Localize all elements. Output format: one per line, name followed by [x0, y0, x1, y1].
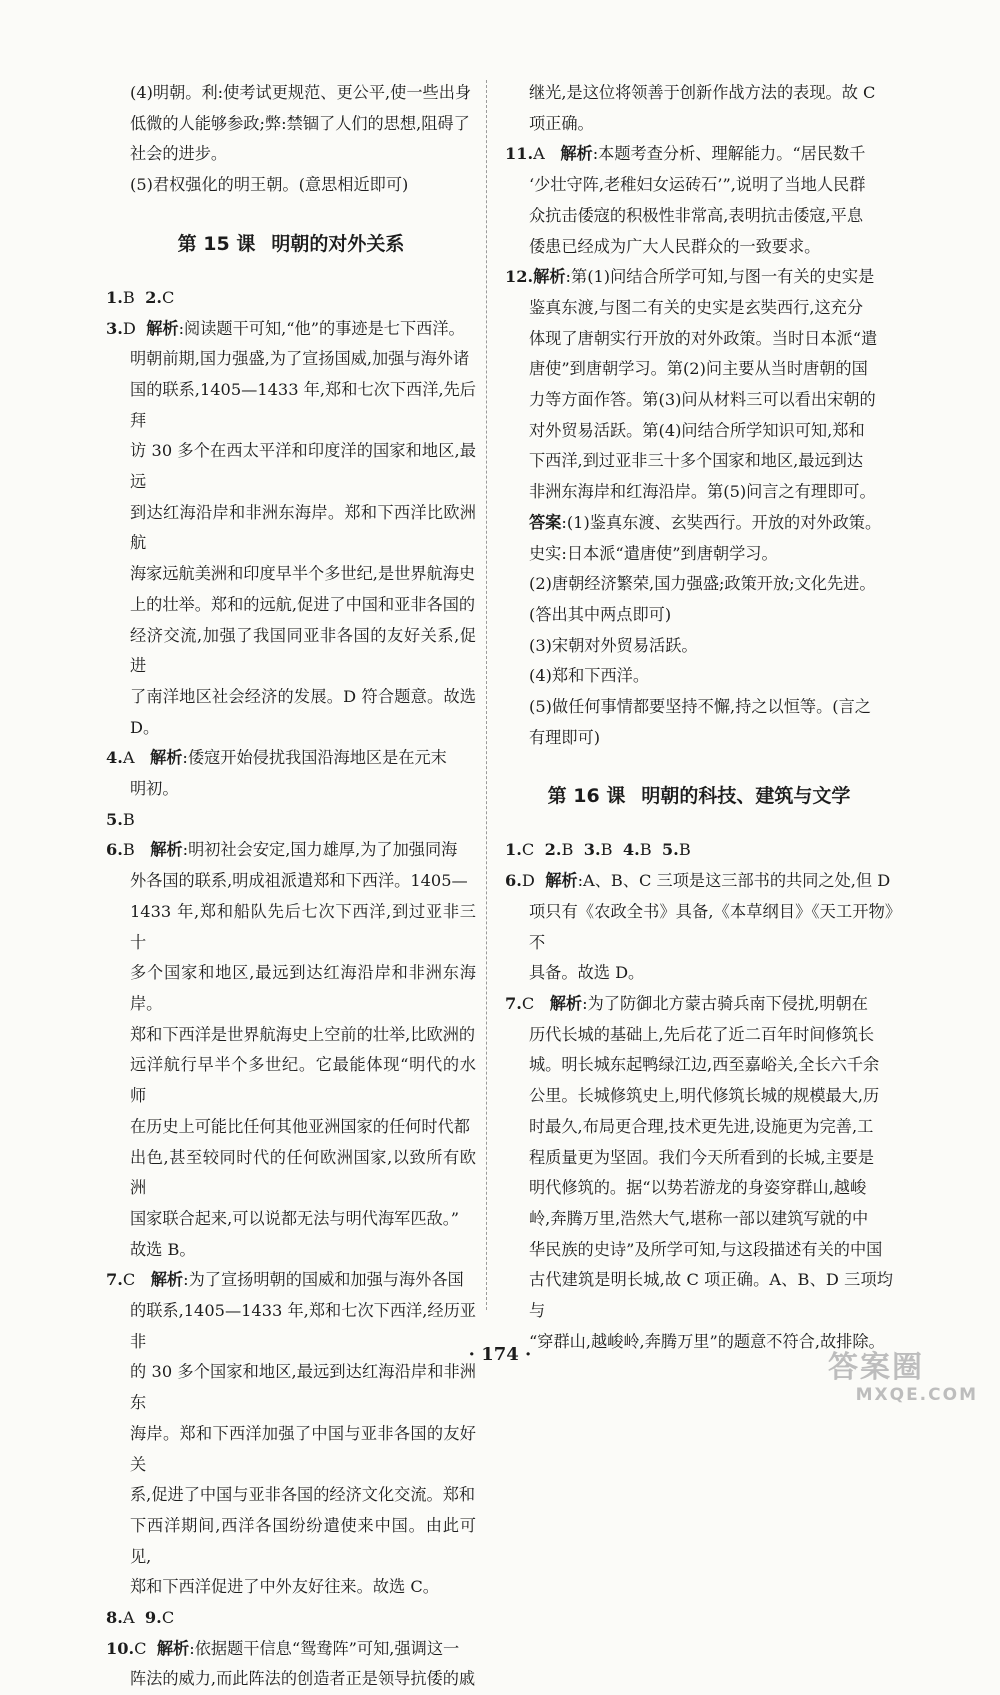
lesson-15-heading — [106, 213, 476, 275]
q3-line: 经济交流,加强了我国同亚非各国的友好关系,促进 — [130, 625, 476, 676]
q12-analysis-label: 解析 — [533, 267, 566, 287]
r-q7-line: 公里。长城修筑史上,明代修筑长城的规模最大,历 — [529, 1086, 880, 1106]
q1-number: 1. — [106, 287, 123, 307]
q12-line: 体现了唐朝实行开放的对外政策。当时日本派“遣 — [529, 328, 878, 348]
lesson-16-label: 第 16 课 — [547, 785, 626, 808]
q3-line: 海家远航美洲和印度早半个多世纪,是世界航海史 — [130, 564, 476, 584]
q6-answer: B — [122, 840, 135, 860]
q11-line-1 — [505, 139, 893, 170]
q10-text: :依据题干信息“鸳鸯阵”可知,强调这一 — [189, 1638, 460, 1658]
q3-line: 了南洋地区社会经济的发展。D 符合题意。故选 D。 — [130, 686, 476, 737]
q12-line: 对外贸易活跃。第(4)问结合所学知识可知,郑和 — [529, 420, 865, 440]
q11-analysis-label: 解析 — [560, 144, 593, 164]
q11-line: 倭患已经成为广大人民群众的一致要求。 — [529, 236, 821, 256]
q2-number: 2. — [145, 287, 163, 307]
q8-number: 8. — [106, 1608, 123, 1628]
answers-8-9 — [106, 1603, 476, 1634]
q12-line-1 — [505, 262, 893, 293]
q12-answer-line-1 — [505, 508, 893, 539]
q12-answer-line: (5)做任何事情都要坚持不懈,持之以恒等。(言之 — [529, 697, 871, 717]
r-q3-answer: B — [600, 840, 613, 860]
r-q1-answer: C — [521, 840, 535, 860]
q9-answer: C — [161, 1608, 175, 1628]
q6-line: 在历史上可能比任何其他亚洲国家的任何时代都 — [130, 1116, 470, 1136]
q12-line: 鉴真东渡,与图二有关的史实是玄奘西行,这充分 — [529, 297, 864, 317]
r-q7-line-1 — [505, 989, 893, 1020]
q3-line-1 — [106, 314, 476, 345]
q7-line: 下西洋期间,西洋各国纷纷遣使来中国。由此可见, — [130, 1515, 476, 1566]
r-q7-line: 历代长城的基础上,先后花了近二百年时间修筑长 — [529, 1024, 875, 1044]
lesson-16-title: 明朝的科技、建筑与文学 — [641, 785, 851, 808]
lesson-15-label: 第 15 课 — [177, 232, 256, 255]
q7-line-1 — [106, 1265, 476, 1296]
r-q6-analysis-label: 解析 — [545, 871, 578, 891]
q4-line: 明初。 — [130, 779, 179, 799]
r-q7-line: 明代修筑的。据“以势若游龙的身姿穿群山,越峻 — [529, 1178, 867, 1198]
q10-line: 阵法的威力,而此阵法的创造者正是领导抗倭的戚 — [130, 1669, 476, 1689]
q11-text: :本题考查分析、理解能力。“居民数千 — [592, 144, 866, 164]
q12-answer-line: (答出其中两点即可) — [529, 604, 672, 624]
r-q7-analysis-label: 解析 — [549, 993, 583, 1013]
r-q7-line: 城。明长城东起鸭绿江边,西至嘉峪关,全长六千余 — [529, 1055, 880, 1075]
r-q7-text: :为了防御北方蒙古骑兵南下侵扰,明朝在 — [582, 993, 868, 1013]
q9-number: 9. — [144, 1608, 162, 1628]
q10-analysis-label: 解析 — [156, 1638, 190, 1658]
r-q6-answer: D — [521, 871, 535, 891]
r-q1-number: 1. — [505, 840, 522, 860]
r-q7-number: 7. — [505, 993, 522, 1013]
watermark-logo — [828, 1351, 978, 1409]
answers-1-5 — [505, 835, 893, 866]
q11-line: ‘少壮守阵,老稚妇女运砖石’”,说明了当地人民群 — [529, 175, 866, 195]
q4-line-1 — [106, 743, 476, 774]
q12-answer-line: (4)郑和下西洋。 — [529, 666, 650, 686]
q12-line: 非洲东海岸和红海沿岸。第(5)问言之有理即可。 — [529, 482, 876, 502]
q7-number: 7. — [106, 1270, 123, 1290]
left-top-line-3: 社会的进步。 — [130, 144, 228, 164]
q12-answer-label: 答案 — [529, 512, 562, 532]
q3-line: 上的壮举。郑和的远航,促进了中国和亚非各国的 — [130, 594, 476, 614]
q11-line: 众抗击倭寇的积极性非常高,表明抗击倭寇,平息 — [529, 205, 864, 225]
answers-1-2 — [106, 283, 476, 314]
q6-line: 国家联合起来,可以说都无法与明代海军匹敌。” — [130, 1208, 460, 1228]
q12-line: 下西洋,到过亚非三十多个国家和地区,最远到达 — [529, 451, 864, 471]
watermark-line-1: 答案圈 — [828, 1350, 924, 1385]
r-q2-answer: B — [561, 840, 574, 860]
page-number: · 174 · — [468, 1344, 532, 1365]
q12-line: 力等方面作答。第(3)问从材料三可以看出宋朝的 — [529, 390, 876, 410]
q7-text: :为了宣扬明朝的国威和加强与海外各国 — [183, 1270, 464, 1290]
q5-number: 5. — [106, 809, 123, 829]
q6-line: 郑和下西洋是世界航海史上空前的壮举,比欧洲的 — [130, 1024, 476, 1044]
r-q6-line: 具备。故选 D。 — [529, 963, 645, 983]
q12-text: :第(1)问结合所学可知,与图一有关的史实是 — [565, 267, 875, 287]
r-q6-number: 6. — [505, 871, 522, 891]
q3-line: 明朝前期,国力强盛,为了宣扬国威,加强与海外诸 — [130, 349, 470, 369]
q12-answer-line: (3)宋朝对外贸易活跃。 — [529, 635, 698, 655]
q7-line: 海岸。郑和下西洋加强了中国与亚非各国的友好关 — [130, 1423, 476, 1474]
right-column — [505, 78, 893, 1357]
q4-text: :倭寇开始侵扰我国沿海地区是在元末 — [182, 748, 447, 768]
q6-analysis-label: 解析 — [150, 840, 183, 860]
right-top-line-2: 项正确。 — [529, 113, 594, 133]
lesson-15-title: 明朝的对外关系 — [271, 232, 405, 255]
r-q3-number: 3. — [583, 840, 601, 860]
q1-answer: B — [122, 287, 135, 307]
q10-answer: C — [134, 1638, 147, 1658]
r-q7-line: 时最久,布局更合理,技术更先进,设施更为完善,工 — [529, 1116, 874, 1136]
q7-line: 的 30 多个国家和地区,最远到达红海沿岸和非洲东 — [130, 1362, 476, 1413]
q11-number: 11. — [505, 144, 534, 164]
r-q4-number: 4. — [622, 840, 640, 860]
left-top-line-1: (4)明朝。利:使考试更规范、更公平,使一些出身 — [130, 83, 472, 102]
r-q7-line: 岭,奔腾万里,浩然大气,堪称一部以建筑写就的中 — [529, 1208, 869, 1228]
r-q7-line: 古代建筑是明长城,故 C 项正确。A、B、D 三项均与 — [529, 1270, 893, 1321]
q8-answer: A — [122, 1608, 135, 1628]
r-q7-answer: C — [521, 993, 535, 1013]
r-q2-number: 2. — [544, 840, 562, 860]
r-q7-line: 华民族的史诗”及所学可知,与这段描述有关的中国 — [529, 1239, 883, 1259]
q6-text: :明初社会安定,国力雄厚,为了加强同海 — [182, 840, 458, 860]
q4-answer: A — [122, 748, 135, 768]
q6-line: 出色,甚至较同时代的任何欧洲国家,以致所有欧洲 — [130, 1147, 476, 1198]
q3-line: 访 30 多个在西太平洋和印度洋的国家和地区,最远 — [130, 441, 476, 492]
q10-line-1 — [106, 1634, 476, 1665]
q6-line: 远洋航行早半个多世纪。它最能体现“明代的水师 — [130, 1055, 476, 1106]
q12-answer-line: 史实:日本派“遣唐使”到唐朝学习。 — [529, 543, 778, 563]
r-q4-answer: B — [639, 840, 652, 860]
q6-line: 多个国家和地区,最远到达红海沿岸和非洲东海岸。 — [130, 963, 476, 1013]
r-q7-line: “穿群山,越峻岭,奔腾万里”的题意不符合,故排除。 — [529, 1331, 885, 1351]
q6-line: 故选 B。 — [130, 1239, 196, 1259]
q2-answer: C — [162, 287, 175, 307]
q12-answer-line: 有理即可) — [529, 727, 601, 747]
q3-analysis-label: 解析 — [146, 318, 179, 338]
q5-answer: B — [122, 809, 135, 829]
q11-answer: A — [533, 144, 545, 164]
q6-line: 1433 年,郑和船队先后七次下西洋,到过亚非三十 — [130, 901, 476, 952]
q7-line: 系,促进了中国与亚非各国的经济文化交流。郑和 — [130, 1485, 476, 1505]
q3-line: 到达红海沿岸和非洲东海岸。郑和下西洋比欧洲航 — [130, 502, 476, 553]
q4-analysis-label: 解析 — [150, 748, 183, 768]
r-q6-line: 项只有《农政全书》具备,《本草纲目》《天工开物》不 — [529, 901, 893, 952]
q7-analysis-label: 解析 — [150, 1270, 184, 1290]
left-column — [106, 78, 476, 1695]
q6-number: 6. — [106, 840, 123, 860]
q6-line-1 — [106, 835, 476, 866]
lesson-16-heading — [505, 765, 893, 827]
r-q7-line: 程质量更为坚固。我们今天所看到的长城,主要是 — [529, 1147, 875, 1167]
q7-line: 的联系,1405—1433 年,郑和七次下西洋,经历亚非 — [130, 1301, 476, 1351]
q12-number: 12. — [505, 267, 534, 287]
q7-line: 郑和下西洋促进了中外友好往来。故选 C。 — [130, 1577, 439, 1597]
q3-number: 3. — [106, 318, 123, 338]
q7-answer: C — [122, 1270, 136, 1290]
column-divider — [486, 80, 487, 1310]
q12-answer-text: :(1)鉴真东渡、玄奘西行。开放的对外政策。 — [561, 512, 882, 532]
left-top-line-4: (5)君权强化的明王朝。(意思相近即可) — [130, 175, 409, 195]
q12-answer-line: (2)唐朝经济繁荣,国力强盛;政策开放;文化先进。 — [529, 574, 876, 594]
q3-answer: D — [122, 318, 136, 338]
q4-number: 4. — [106, 748, 123, 768]
q5-line — [106, 805, 476, 836]
q12-line: 唐使”到唐朝学习。第(2)问主要从当时唐朝的国 — [529, 359, 868, 379]
r-q5-number: 5. — [661, 840, 679, 860]
r-q5-answer: B — [678, 840, 691, 860]
right-top-line-1: 继光,是这位将领善于创新作战方法的表现。故 C — [529, 83, 876, 102]
r-q6-line-1 — [505, 866, 893, 897]
q3-line: 国的联系,1405—1433 年,郑和七次下西洋,先后拜 — [130, 379, 476, 430]
watermark-line-2: MXQE.COM — [855, 1385, 978, 1405]
q6-line: 外各国的联系,明成祖派遣郑和下西洋。1405— — [130, 871, 468, 891]
q3-text: :阅读题干可知,“他”的事迹是七下西洋。 — [178, 318, 465, 338]
left-top-line-2: 低微的人能够参政;弊:禁锢了人们的思想,阻碍了 — [130, 113, 470, 133]
q10-number: 10. — [106, 1638, 135, 1658]
r-q6-text: :A、B、C 三项是这三部书的共同之处,但 D — [577, 871, 891, 891]
